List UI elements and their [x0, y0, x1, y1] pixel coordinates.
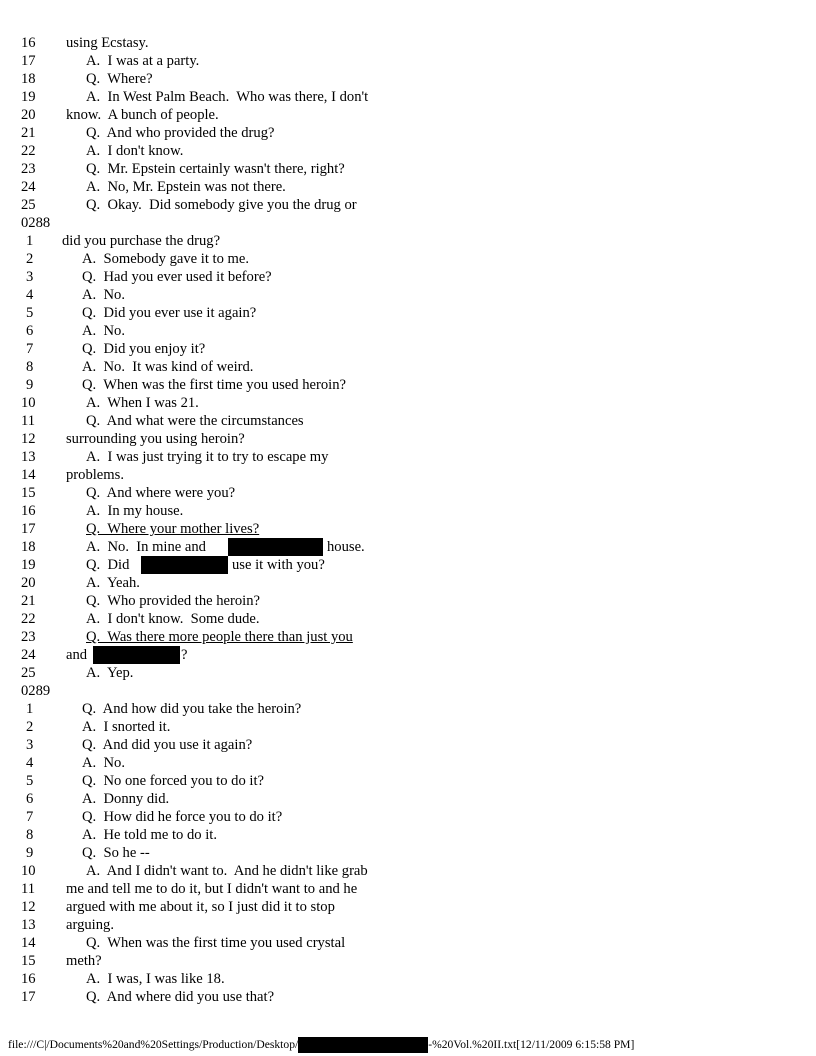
transcript-line — [0, 502, 816, 520]
line-text: A. No. It was kind of weird. — [82, 359, 254, 375]
line-text: A. When I was 21. — [86, 395, 199, 411]
transcript-line — [0, 718, 816, 736]
line-number: 13 — [21, 917, 36, 933]
transcript-line — [0, 916, 816, 934]
transcript-line — [0, 520, 816, 538]
line-text: A. And I didn't want to. And he didn't like grab — [86, 863, 368, 879]
transcript-line — [0, 250, 816, 268]
redaction-box — [228, 538, 323, 556]
line-text: me and tell me to do it, but I didn't want to and he — [66, 881, 358, 897]
transcript-line — [0, 736, 816, 754]
transcript-line — [0, 142, 816, 160]
line-text: Q. Mr. Epstein certainly wasn't there, right? — [86, 161, 345, 177]
line-text: Q. Where your mother lives? — [86, 521, 260, 537]
line-text: surrounding you using heroin? — [66, 431, 245, 447]
line-text: A. No, Mr. Epstein was not there. — [86, 179, 286, 195]
line-text: A. I was at a party. — [86, 53, 200, 69]
line-number: 23 — [21, 629, 36, 645]
line-text: Q. When was the first time you used heroin? — [82, 377, 346, 393]
line-number: 17 — [21, 989, 36, 1005]
line-text: using Ecstasy. — [66, 35, 149, 51]
line-number: 16 — [21, 503, 36, 519]
line-number: 19 — [21, 557, 36, 573]
line-text: Q. And who provided the drug? — [86, 125, 275, 141]
transcript-line — [0, 286, 816, 304]
line-text: A. I was just trying it to try to escape my — [86, 449, 329, 465]
transcript-line — [0, 52, 816, 70]
transcript-line — [0, 934, 816, 952]
line-number: 6 — [26, 791, 34, 807]
line-number: 20 — [21, 575, 36, 591]
line-number: 5 — [26, 305, 34, 321]
line-text: A. I don't know. Some dude. — [86, 611, 260, 627]
line-number: 13 — [21, 449, 36, 465]
page-number-marker: 0289 — [21, 683, 51, 699]
line-text-after-redaction: ? — [181, 647, 188, 663]
line-number: 16 — [21, 971, 36, 987]
line-number: 10 — [21, 395, 36, 411]
line-number: 25 — [21, 197, 36, 213]
line-text: Q. And where did you use that? — [86, 989, 275, 1005]
line-text: Q. And where were you? — [86, 485, 236, 501]
line-text: A. Donny did. — [82, 791, 170, 807]
line-number: 15 — [21, 485, 36, 501]
line-number: 20 — [21, 107, 36, 123]
line-number: 3 — [26, 737, 34, 753]
line-number: 24 — [21, 647, 36, 663]
line-text: A. No. — [82, 287, 125, 303]
transcript-line — [0, 448, 816, 466]
line-text: A. I snorted it. — [82, 719, 171, 735]
line-text: Q. No one forced you to do it? — [82, 773, 264, 789]
transcript-line — [0, 898, 816, 916]
line-number: 19 — [21, 89, 36, 105]
line-number: 1 — [26, 233, 34, 249]
line-text: Q. And how did you take the heroin? — [82, 701, 302, 717]
transcript-line — [0, 592, 816, 610]
transcript-line — [0, 808, 816, 826]
line-text: Q. When was the first time you used crystal — [86, 935, 346, 951]
footer-path-prefix: file:///C|/Documents%20and%20Settings/Production/Desktop/ — [8, 1038, 299, 1051]
line-text: Q. How did he force you to do it? — [82, 809, 283, 825]
line-text: Q. And did you use it again? — [82, 737, 253, 753]
line-text: A. Somebody gave it to me. — [82, 251, 249, 267]
transcript-line — [0, 106, 816, 124]
line-number: 2 — [26, 719, 34, 735]
transcript-line — [0, 664, 816, 682]
transcript-line — [0, 790, 816, 808]
line-number: 18 — [21, 539, 36, 555]
transcript-line — [0, 988, 816, 1006]
line-number: 2 — [26, 251, 34, 267]
line-text: Q. Had you ever used it before? — [82, 269, 272, 285]
transcript-line — [0, 844, 816, 862]
line-number: 25 — [21, 665, 36, 681]
line-text: know. A bunch of people. — [66, 107, 219, 123]
line-text: Q. Who provided the heroin? — [86, 593, 260, 609]
transcript-line — [0, 322, 816, 340]
line-text: A. Yeah. — [86, 575, 140, 591]
line-number: 18 — [21, 71, 36, 87]
line-number: 5 — [26, 773, 34, 789]
transcript-line — [0, 34, 816, 52]
line-number: 14 — [21, 467, 36, 483]
line-text: Q. And what were the circumstances — [86, 413, 304, 429]
transcript-line — [0, 646, 816, 664]
transcript-line — [0, 178, 816, 196]
transcript-line — [0, 304, 816, 322]
transcript-line — [0, 268, 816, 286]
transcript-line — [0, 700, 816, 718]
line-number: 11 — [21, 413, 36, 429]
transcript-line — [0, 358, 816, 376]
line-text: meth? — [66, 953, 102, 969]
line-text: A. No. — [82, 755, 125, 771]
line-text: Q. Okay. Did somebody give you the drug or — [86, 197, 357, 213]
transcript-line — [0, 376, 816, 394]
transcript-line — [0, 340, 816, 358]
transcript-line — [0, 952, 816, 970]
transcript-line — [0, 160, 816, 178]
line-number: 15 — [21, 953, 36, 969]
line-text: A. In my house. — [86, 503, 184, 519]
line-text-after-redaction: house. — [327, 539, 365, 555]
line-text: Q. Did you enjoy it? — [82, 341, 206, 357]
transcript-line — [0, 196, 816, 214]
line-text: A. In West Palm Beach. Who was there, I don't — [86, 89, 369, 105]
line-number: 12 — [21, 899, 36, 915]
line-number: 12 — [21, 431, 36, 447]
footer-path-suffix: -%20Vol.%20II.txt[12/11/2009 6:15:58 PM] — [428, 1038, 635, 1051]
line-text: Q. Did you ever use it again? — [82, 305, 257, 321]
line-number: 9 — [26, 377, 34, 393]
transcript-line — [0, 88, 816, 106]
line-number: 3 — [26, 269, 34, 285]
line-number: 1 — [26, 701, 34, 717]
redaction-box — [298, 1037, 428, 1053]
redaction-box — [141, 556, 228, 574]
line-number: 8 — [26, 359, 34, 375]
line-text: A. He told me to do it. — [82, 827, 217, 843]
line-text: A. No. — [82, 323, 125, 339]
line-number: 22 — [21, 611, 36, 627]
line-text: arguing. — [66, 917, 114, 933]
transcript-line — [0, 124, 816, 142]
transcript-line — [0, 394, 816, 412]
line-text: problems. — [66, 467, 124, 483]
line-number: 16 — [21, 35, 36, 51]
transcript-line — [0, 412, 816, 430]
page-number-marker: 0288 — [21, 215, 51, 231]
transcript-line — [0, 538, 816, 556]
line-number: 9 — [26, 845, 34, 861]
page-break — [0, 214, 816, 232]
transcript-line — [0, 754, 816, 772]
transcript-line — [0, 70, 816, 88]
line-text: and — [66, 647, 88, 663]
transcript-line — [0, 826, 816, 844]
transcript-line — [0, 862, 816, 880]
transcript-line — [0, 232, 816, 250]
line-number: 24 — [21, 179, 36, 195]
line-number: 22 — [21, 143, 36, 159]
transcript-line — [0, 628, 816, 646]
page-break — [0, 682, 816, 700]
line-number: 4 — [26, 755, 34, 771]
line-text: Q. Did — [86, 557, 130, 573]
line-number: 14 — [21, 935, 36, 951]
transcript-line — [0, 610, 816, 628]
line-text: A. Yep. — [86, 665, 134, 681]
transcript-line — [0, 772, 816, 790]
line-number: 11 — [21, 881, 36, 897]
line-number: 21 — [21, 593, 36, 609]
line-number: 21 — [21, 125, 36, 141]
line-number: 17 — [21, 521, 36, 537]
line-number: 10 — [21, 863, 36, 879]
line-text: Q. So he -- — [82, 845, 150, 861]
line-number: 7 — [26, 341, 34, 357]
line-text: Q. Was there more people there than just you — [86, 629, 353, 645]
transcript-line — [0, 556, 816, 574]
line-text: did you purchase the drug? — [62, 233, 221, 249]
line-number: 7 — [26, 809, 34, 825]
line-text: Q. Where? — [86, 71, 153, 87]
file-path-footer — [8, 1036, 634, 1054]
line-number: 4 — [26, 287, 34, 303]
line-number: 8 — [26, 827, 34, 843]
transcript-line — [0, 484, 816, 502]
line-text: argued with me about it, so I just did it to stop — [66, 899, 335, 915]
transcript-line — [0, 970, 816, 988]
transcript-line — [0, 574, 816, 592]
line-number: 23 — [21, 161, 36, 177]
line-text-after-redaction: use it with you? — [232, 557, 325, 573]
line-number: 17 — [21, 53, 36, 69]
transcript-line — [0, 880, 816, 898]
line-text: A. No. In mine and — [86, 539, 206, 555]
line-number: 6 — [26, 323, 34, 339]
transcript-page — [0, 34, 816, 1006]
transcript-line — [0, 466, 816, 484]
line-text: A. I don't know. — [86, 143, 184, 159]
redaction-box — [93, 646, 180, 664]
transcript-line — [0, 430, 816, 448]
line-text: A. I was, I was like 18. — [86, 971, 225, 987]
